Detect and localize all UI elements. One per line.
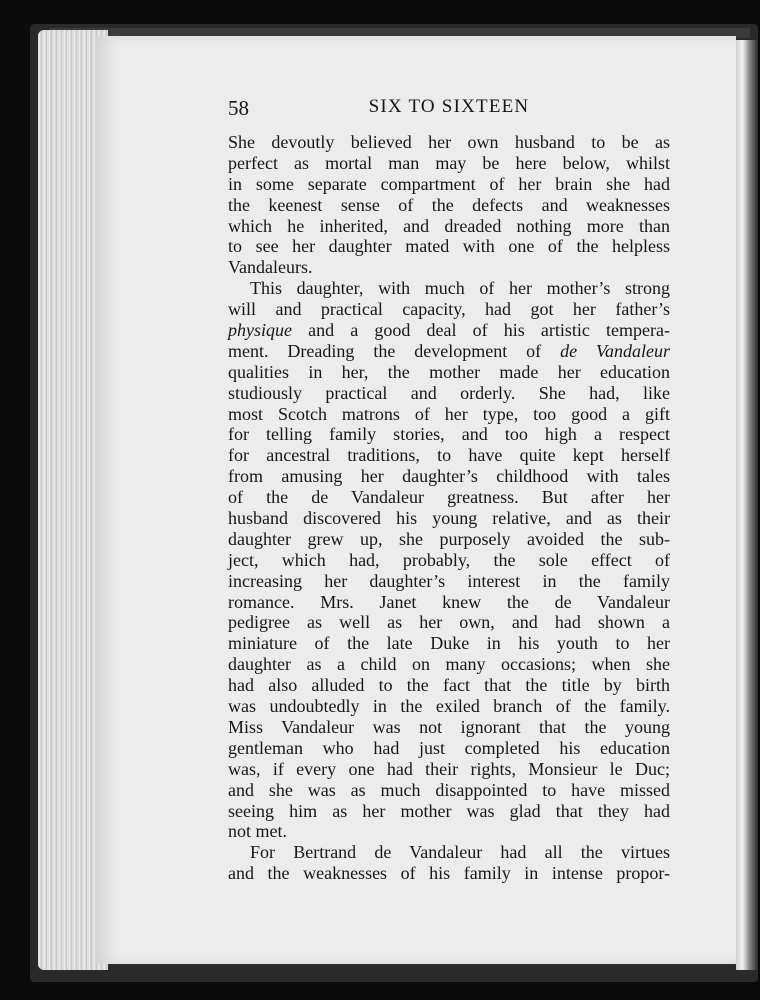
text-segment: will and practical capacity, had got her father’s <box>228 299 670 320</box>
text-line <box>228 780 670 801</box>
text-line <box>228 550 670 571</box>
italic-text: physique <box>228 320 292 341</box>
text-segment: was undoubtedly in the exiled branch of the family. <box>228 696 670 717</box>
text-line <box>228 445 670 466</box>
text-line <box>228 801 670 822</box>
text-segment: romance. Mrs. Janet knew the de Vandaleur <box>228 591 670 612</box>
text-segment: not met. <box>228 821 287 842</box>
text-line <box>228 236 670 257</box>
text-line <box>228 612 670 633</box>
text-line <box>228 633 670 654</box>
text-line <box>228 863 670 884</box>
page-number: 58 <box>228 96 249 120</box>
text-segment: increasing her daughter’s interest in the family <box>228 570 670 591</box>
text-line <box>228 675 670 696</box>
text-segment: daughter as a child on many occasions; when she <box>228 654 670 675</box>
page-header <box>228 96 670 122</box>
text-line <box>228 341 670 362</box>
text-line <box>228 529 670 550</box>
text-line <box>228 132 670 153</box>
text-segment: husband discovered his young relative, and as their <box>228 508 670 529</box>
text-line <box>228 153 670 174</box>
text-line <box>228 487 670 508</box>
italic-text: de Vandaleur <box>560 340 671 361</box>
text-line <box>228 278 670 299</box>
text-segment: to see her daughter mated with one of the helpless <box>228 236 670 257</box>
text-segment: Vandaleurs. <box>228 257 313 278</box>
text-line <box>228 738 670 759</box>
text-segment: most Scotch matrons of her type, too good a gift <box>228 403 670 424</box>
text-line <box>228 592 670 613</box>
text-line <box>228 654 670 675</box>
text-segment: studiously practical and orderly. She had, like <box>228 382 670 403</box>
text-segment: Miss Vandaleur was not ignorant that the young <box>228 716 670 737</box>
text-line <box>228 320 670 341</box>
text-line <box>228 696 670 717</box>
text-segment: was, if every one had their rights, Monsieur le Duc; <box>228 758 670 779</box>
body-text <box>228 132 670 884</box>
text-line <box>228 717 670 738</box>
text-line <box>228 571 670 592</box>
text-segment: This daughter, with much of her mother’s strong <box>250 278 670 299</box>
text-segment: miniature of the late Duke in his youth to her <box>228 633 670 654</box>
text-segment: in some separate compartment of her brain she had <box>228 173 670 194</box>
text-segment: ment. Dreading the development of <box>228 340 561 361</box>
text-segment: and a good deal of his artistic tempera- <box>291 320 670 341</box>
text-line <box>228 195 670 216</box>
text-segment: pedigree as well as her own, and had shown a <box>228 612 670 633</box>
text-segment: gentleman who had just completed his education <box>228 737 670 758</box>
text-segment: the keenest sense of the defects and weaknesses <box>228 194 670 215</box>
text-segment: of the de Vandaleur greatness. But after her <box>228 487 670 508</box>
text-segment: for ancestral traditions, to have quite kept herself <box>228 445 670 466</box>
text-line <box>228 404 670 425</box>
text-segment: seeing him as her mother was glad that they had <box>228 800 670 821</box>
text-segment: She devoutly believed her own husband to be as <box>228 132 670 152</box>
right-page-edge <box>736 40 758 970</box>
text-segment: which he inherited, and dreaded nothing more than <box>228 215 670 236</box>
text-line <box>228 299 670 320</box>
text-line <box>228 821 670 842</box>
text-segment: from amusing her daughter’s childhood with tales <box>228 466 670 487</box>
text-segment: ject, which had, probably, the sole effect of <box>228 549 670 570</box>
text-segment: For Bertrand de Vandaleur had all the virtues <box>250 842 670 863</box>
running-title: SIX TO SIXTEEN <box>368 96 530 117</box>
text-line <box>228 466 670 487</box>
text-line <box>228 383 670 404</box>
text-line <box>228 362 670 383</box>
text-segment: had also alluded to the fact that the title by birth <box>228 675 670 696</box>
text-line <box>228 759 670 780</box>
text-segment: qualities in her, the mother made her education <box>228 361 670 382</box>
text-segment: for telling family stories, and too high a respect <box>228 424 670 445</box>
text-segment: perfect as mortal man may be here below, whilst <box>228 152 670 173</box>
text-segment: and the weaknesses of his family in intense propor- <box>228 863 670 884</box>
text-segment: and she was as much disappointed to have missed <box>228 779 670 800</box>
text-line <box>228 842 670 863</box>
text-line <box>228 424 670 445</box>
text-line <box>228 216 670 237</box>
text-segment: daughter grew up, she purposely avoided the sub- <box>228 528 670 549</box>
text-line <box>228 174 670 195</box>
text-line <box>228 508 670 529</box>
text-line <box>228 257 670 278</box>
